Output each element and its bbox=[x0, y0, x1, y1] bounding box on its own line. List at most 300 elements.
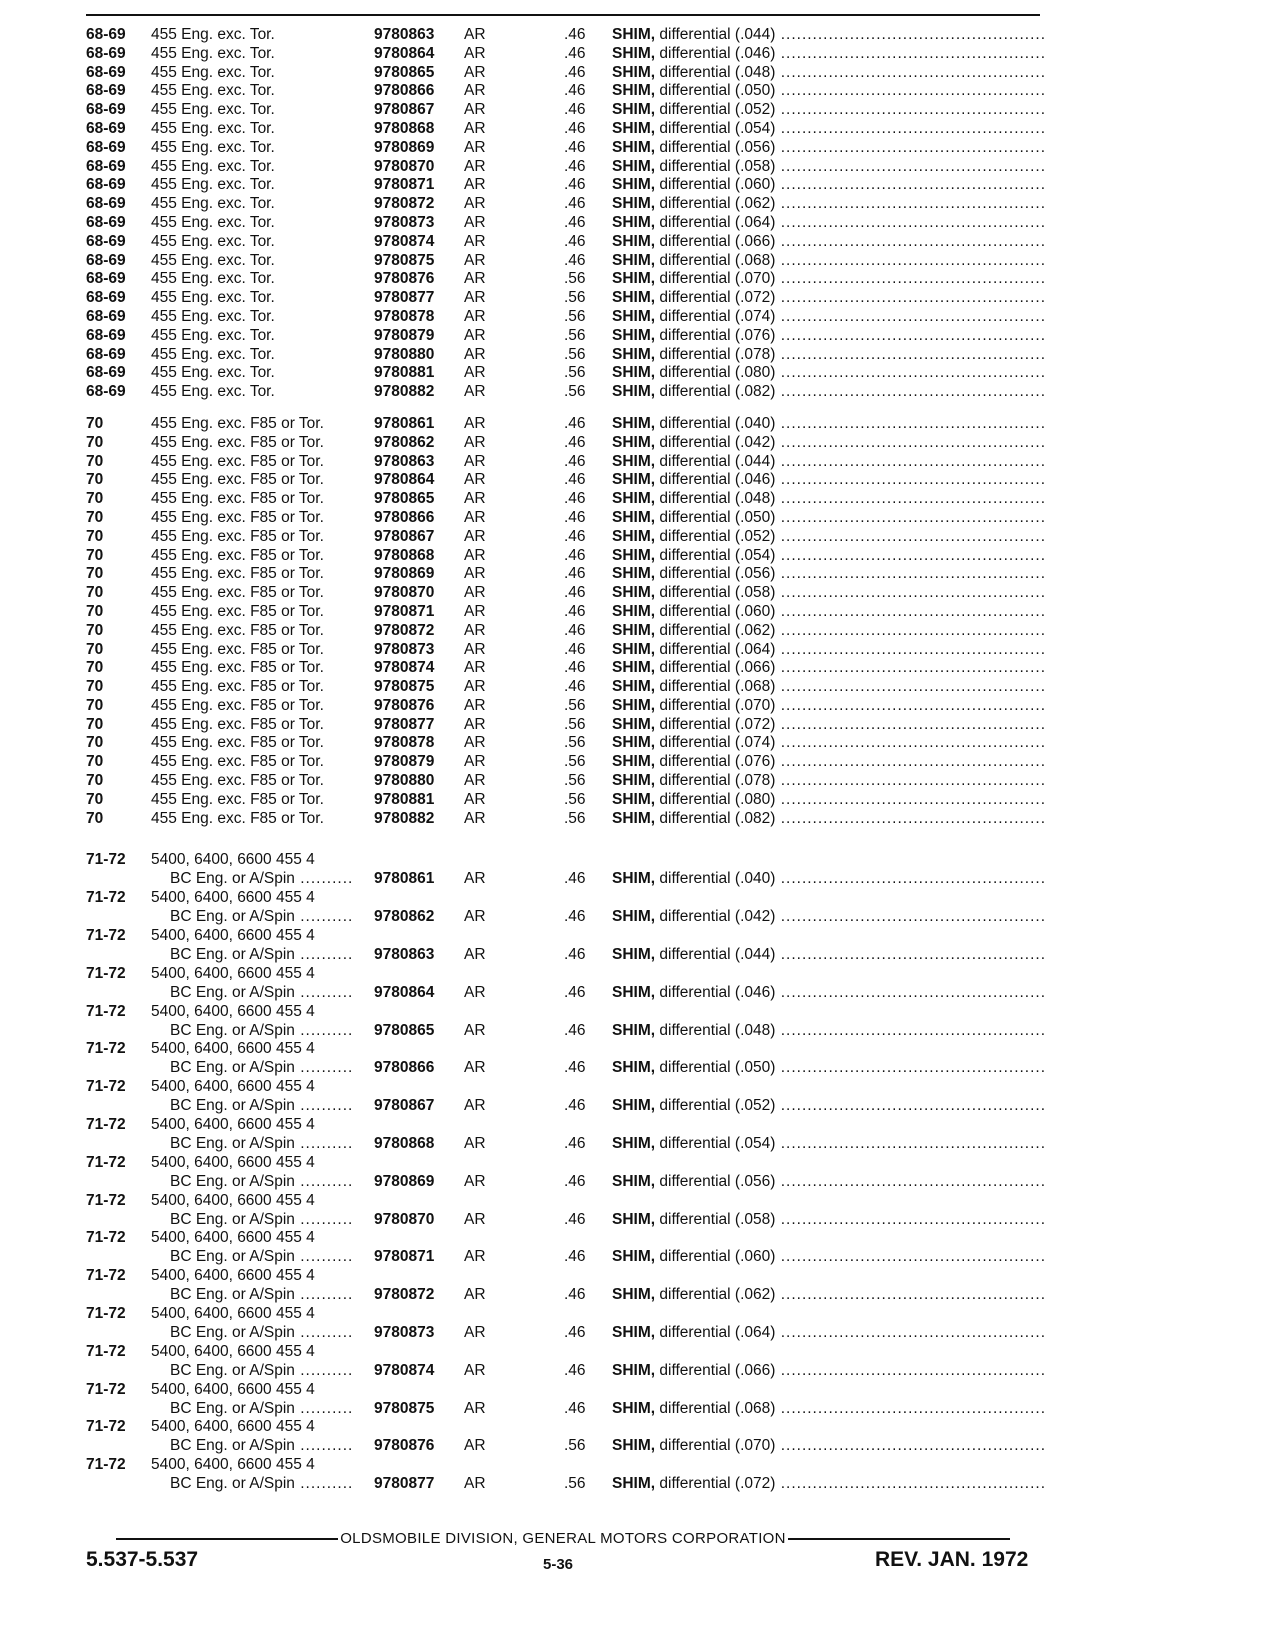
model-year: 68-69 bbox=[86, 176, 126, 194]
model-year: 70 bbox=[86, 471, 104, 489]
quantity: AR bbox=[464, 232, 486, 250]
part-description bbox=[612, 1022, 1046, 1041]
parts-list bbox=[86, 26, 1046, 1494]
part-name: SHIM, bbox=[612, 1361, 656, 1379]
part-number: 9780869 bbox=[374, 1172, 435, 1190]
part-name: SHIM, bbox=[612, 715, 656, 733]
part-description bbox=[612, 101, 1046, 120]
part-row bbox=[86, 453, 1046, 472]
part-description bbox=[612, 64, 1046, 83]
part-description bbox=[612, 82, 1046, 101]
part-description bbox=[612, 233, 1046, 252]
model-year: 70 bbox=[86, 772, 104, 790]
part-row bbox=[86, 603, 1046, 622]
quantity: AR bbox=[464, 471, 486, 489]
part-number: 9780863 bbox=[374, 26, 435, 43]
part-row bbox=[86, 195, 1046, 214]
model-application: 455 Eng. exc. Tor. bbox=[151, 232, 275, 250]
part-detail: differential (.040) ..... bbox=[659, 870, 1046, 887]
part-number: 9780877 bbox=[374, 715, 435, 733]
quantity: AR bbox=[464, 678, 486, 696]
part-row bbox=[86, 791, 1046, 810]
part-description bbox=[612, 697, 1046, 716]
part-number: 9780880 bbox=[374, 772, 435, 790]
model-year: 71-72 bbox=[86, 1418, 126, 1436]
model-application: 455 Eng. exc. F85 or Tor. bbox=[151, 584, 324, 602]
part-detail: differential (.078) ..... bbox=[659, 346, 1046, 363]
part-description bbox=[612, 870, 1046, 889]
price: .46 bbox=[564, 1286, 586, 1304]
quantity: AR bbox=[464, 546, 486, 564]
part-detail: differential (.064) ..... bbox=[659, 641, 1046, 658]
price: .56 bbox=[564, 345, 586, 363]
part-row bbox=[86, 1456, 1046, 1494]
part-name: SHIM, bbox=[612, 44, 656, 62]
part-name: SHIM, bbox=[612, 908, 656, 926]
quantity: AR bbox=[464, 490, 486, 508]
model-application: 5400, 6400, 6600 455 4 bbox=[151, 1116, 315, 1134]
model-application: 5400, 6400, 6600 455 4 bbox=[151, 927, 315, 945]
model-year: 71-72 bbox=[86, 1267, 126, 1285]
quantity: AR bbox=[464, 176, 486, 194]
part-detail: differential (.058) ..... bbox=[659, 158, 1046, 175]
part-detail: differential (.062) ..... bbox=[659, 622, 1046, 639]
part-row bbox=[86, 308, 1046, 327]
model-application: 455 Eng. exc. Tor. bbox=[151, 119, 275, 137]
part-name: SHIM, bbox=[612, 809, 656, 827]
model-year: 71-72 bbox=[86, 1040, 126, 1058]
part-name: SHIM, bbox=[612, 1248, 656, 1266]
price: .46 bbox=[564, 870, 586, 888]
part-description bbox=[612, 26, 1046, 45]
part-row bbox=[86, 697, 1046, 716]
part-number: 9780879 bbox=[374, 326, 435, 344]
part-number: 9780881 bbox=[374, 790, 435, 808]
part-number: 9780866 bbox=[374, 1059, 435, 1077]
model-year: 70 bbox=[86, 527, 104, 545]
part-row bbox=[86, 289, 1046, 308]
part-detail: differential (.046) ..... bbox=[659, 45, 1046, 62]
model-application: 455 Eng. exc. F85 or Tor. bbox=[151, 678, 324, 696]
price: .46 bbox=[564, 1021, 586, 1039]
model-application: 5400, 6400, 6600 455 4 bbox=[151, 1418, 315, 1436]
model-application: 5400, 6400, 6600 455 4 bbox=[151, 1191, 315, 1209]
part-detail: differential (.058) ..... bbox=[659, 1211, 1046, 1228]
model-year: 68-69 bbox=[86, 82, 126, 100]
part-row bbox=[86, 1040, 1046, 1078]
quantity: AR bbox=[464, 82, 486, 100]
model-application: 5400, 6400, 6600 455 4 bbox=[151, 1267, 315, 1285]
part-name: SHIM, bbox=[612, 364, 656, 382]
part-number: 9780872 bbox=[374, 621, 435, 639]
price: .46 bbox=[564, 195, 586, 213]
part-description bbox=[612, 1437, 1046, 1456]
part-description bbox=[612, 1362, 1046, 1381]
model-year: 68-69 bbox=[86, 364, 126, 382]
part-detail: differential (.042) ..... bbox=[659, 434, 1046, 451]
part-detail: differential (.070) ..... bbox=[659, 1437, 1046, 1454]
part-number: 9780874 bbox=[374, 659, 435, 677]
model-year: 68-69 bbox=[86, 345, 126, 363]
part-detail: differential (.080) ..... bbox=[659, 791, 1046, 808]
model-year: 68-69 bbox=[86, 44, 126, 62]
price: .46 bbox=[564, 471, 586, 489]
part-number: 9780867 bbox=[374, 101, 435, 119]
part-detail: differential (.056) ..... bbox=[659, 565, 1046, 582]
quantity: AR bbox=[464, 584, 486, 602]
model-year: 70 bbox=[86, 659, 104, 677]
quantity: AR bbox=[464, 1361, 486, 1379]
model-application: 5400, 6400, 6600 455 4 bbox=[151, 889, 315, 907]
part-name: SHIM, bbox=[612, 270, 656, 288]
part-row bbox=[86, 1116, 1046, 1154]
part-name: SHIM, bbox=[612, 176, 656, 194]
model-application-continued: BC Eng. or A/Spin ..... bbox=[170, 1324, 353, 1343]
model-year: 71-72 bbox=[86, 1342, 126, 1360]
part-number: 9780868 bbox=[374, 119, 435, 137]
part-row bbox=[86, 1078, 1046, 1116]
price: .46 bbox=[564, 1323, 586, 1341]
part-description bbox=[612, 528, 1046, 547]
part-description bbox=[612, 772, 1046, 791]
model-year: 70 bbox=[86, 640, 104, 658]
part-row bbox=[86, 270, 1046, 289]
part-row bbox=[86, 565, 1046, 584]
part-number: 9780866 bbox=[374, 508, 435, 526]
model-application: 455 Eng. exc. Tor. bbox=[151, 26, 275, 43]
price: .46 bbox=[564, 119, 586, 137]
price: .46 bbox=[564, 678, 586, 696]
part-name: SHIM, bbox=[612, 326, 656, 344]
model-application: 455 Eng. exc. Tor. bbox=[151, 289, 275, 307]
footer-rule-left bbox=[116, 1538, 338, 1540]
part-row bbox=[86, 734, 1046, 753]
part-row bbox=[86, 383, 1046, 402]
part-number: 9780868 bbox=[374, 546, 435, 564]
model-application: 455 Eng. exc. F85 or Tor. bbox=[151, 790, 324, 808]
price: .46 bbox=[564, 138, 586, 156]
part-number: 9780867 bbox=[374, 527, 435, 545]
part-name: SHIM, bbox=[612, 471, 656, 489]
part-name: SHIM, bbox=[612, 1399, 656, 1417]
model-year: 70 bbox=[86, 433, 104, 451]
part-row bbox=[86, 622, 1046, 641]
price: .56 bbox=[564, 715, 586, 733]
part-name: SHIM, bbox=[612, 82, 656, 100]
group-spacer bbox=[86, 402, 1046, 415]
part-detail: differential (.074) ..... bbox=[659, 734, 1046, 751]
part-number: 9780875 bbox=[374, 251, 435, 269]
price: .46 bbox=[564, 945, 586, 963]
quantity: AR bbox=[464, 527, 486, 545]
model-application: 455 Eng. exc. F85 or Tor. bbox=[151, 565, 324, 583]
price: .46 bbox=[564, 1210, 586, 1228]
part-number: 9780877 bbox=[374, 289, 435, 307]
part-row bbox=[86, 101, 1046, 120]
part-name: SHIM, bbox=[612, 602, 656, 620]
model-year: 70 bbox=[86, 734, 104, 752]
part-number: 9780862 bbox=[374, 433, 435, 451]
model-year: 68-69 bbox=[86, 195, 126, 213]
part-description bbox=[612, 565, 1046, 584]
part-description bbox=[612, 45, 1046, 64]
quantity: AR bbox=[464, 26, 486, 43]
model-year: 70 bbox=[86, 546, 104, 564]
part-detail: differential (.040) ..... bbox=[659, 415, 1046, 432]
part-detail: differential (.044) ..... bbox=[659, 26, 1046, 43]
quantity: AR bbox=[464, 1248, 486, 1266]
model-year: 68-69 bbox=[86, 213, 126, 231]
model-application: 5400, 6400, 6600 455 4 bbox=[151, 851, 315, 869]
part-row bbox=[86, 434, 1046, 453]
quantity: AR bbox=[464, 289, 486, 307]
part-row bbox=[86, 1229, 1046, 1267]
price: .46 bbox=[564, 452, 586, 470]
part-description bbox=[612, 1211, 1046, 1230]
part-detail: differential (.050) ..... bbox=[659, 1059, 1046, 1076]
part-detail: differential (.060) ..... bbox=[659, 176, 1046, 193]
part-row bbox=[86, 176, 1046, 195]
price: .46 bbox=[564, 1399, 586, 1417]
quantity: AR bbox=[464, 119, 486, 137]
part-number: 9780861 bbox=[374, 870, 435, 888]
model-application: 455 Eng. exc. Tor. bbox=[151, 157, 275, 175]
model-application: 455 Eng. exc. F85 or Tor. bbox=[151, 696, 324, 714]
part-name: SHIM, bbox=[612, 1437, 656, 1455]
part-name: SHIM, bbox=[612, 983, 656, 1001]
price: .56 bbox=[564, 1437, 586, 1455]
quantity: AR bbox=[464, 1097, 486, 1115]
part-name: SHIM, bbox=[612, 1475, 656, 1493]
part-description bbox=[612, 471, 1046, 490]
part-detail: differential (.074) ..... bbox=[659, 308, 1046, 325]
model-application: 5400, 6400, 6600 455 4 bbox=[151, 1002, 315, 1020]
part-description bbox=[612, 547, 1046, 566]
price: .46 bbox=[564, 232, 586, 250]
model-application: 455 Eng. exc. Tor. bbox=[151, 176, 275, 194]
model-year: 68-69 bbox=[86, 119, 126, 137]
price: .46 bbox=[564, 176, 586, 194]
part-row bbox=[86, 120, 1046, 139]
quantity: AR bbox=[464, 326, 486, 344]
part-detail: differential (.044) ..... bbox=[659, 946, 1046, 963]
model-application: 455 Eng. exc. F85 or Tor. bbox=[151, 546, 324, 564]
price: .46 bbox=[564, 1134, 586, 1152]
model-year: 71-72 bbox=[86, 1456, 126, 1474]
quantity: AR bbox=[464, 138, 486, 156]
part-name: SHIM, bbox=[612, 157, 656, 175]
model-application: 5400, 6400, 6600 455 4 bbox=[151, 1153, 315, 1171]
part-row bbox=[86, 528, 1046, 547]
model-application: 455 Eng. exc. Tor. bbox=[151, 251, 275, 269]
price: .56 bbox=[564, 270, 586, 288]
part-number: 9780870 bbox=[374, 584, 435, 602]
part-number: 9780869 bbox=[374, 565, 435, 583]
part-row bbox=[86, 965, 1046, 1003]
part-description bbox=[612, 659, 1046, 678]
part-name: SHIM, bbox=[612, 734, 656, 752]
part-name: SHIM, bbox=[612, 26, 656, 43]
part-row bbox=[86, 659, 1046, 678]
part-description bbox=[612, 946, 1046, 965]
model-year: 68-69 bbox=[86, 383, 126, 401]
quantity: AR bbox=[464, 1210, 486, 1228]
part-name: SHIM, bbox=[612, 546, 656, 564]
part-name: SHIM, bbox=[612, 414, 656, 432]
model-year: 70 bbox=[86, 753, 104, 771]
quantity: AR bbox=[464, 1323, 486, 1341]
model-year: 70 bbox=[86, 602, 104, 620]
price: .46 bbox=[564, 26, 586, 43]
part-detail: differential (.068) ..... bbox=[659, 1400, 1046, 1417]
part-description bbox=[612, 716, 1046, 735]
price: .46 bbox=[564, 251, 586, 269]
part-detail: differential (.042) ..... bbox=[659, 908, 1046, 925]
quantity: AR bbox=[464, 602, 486, 620]
model-application-continued: BC Eng. or A/Spin ..... bbox=[170, 984, 353, 1003]
part-description bbox=[612, 270, 1046, 289]
model-application: 455 Eng. exc. F85 or Tor. bbox=[151, 602, 324, 620]
quantity: AR bbox=[464, 983, 486, 1001]
model-year: 71-72 bbox=[86, 1191, 126, 1209]
part-row bbox=[86, 327, 1046, 346]
part-detail: differential (.054) ..... bbox=[659, 120, 1046, 137]
model-application-continued: BC Eng. or A/Spin ..... bbox=[170, 1437, 353, 1456]
model-application-continued: BC Eng. or A/Spin ..... bbox=[170, 1286, 353, 1305]
part-detail: differential (.080) ..... bbox=[659, 364, 1046, 381]
part-detail: differential (.066) ..... bbox=[659, 233, 1046, 250]
quantity: AR bbox=[464, 1399, 486, 1417]
model-application: 455 Eng. exc. F85 or Tor. bbox=[151, 809, 324, 827]
model-application: 455 Eng. exc. F85 or Tor. bbox=[151, 772, 324, 790]
part-description bbox=[612, 1400, 1046, 1419]
model-year: 68-69 bbox=[86, 26, 126, 43]
model-year: 71-72 bbox=[86, 851, 126, 869]
quantity: AR bbox=[464, 621, 486, 639]
price: .56 bbox=[564, 364, 586, 382]
price: .46 bbox=[564, 490, 586, 508]
model-application-continued: BC Eng. or A/Spin ..... bbox=[170, 1400, 353, 1419]
quantity: AR bbox=[464, 345, 486, 363]
model-application: 5400, 6400, 6600 455 4 bbox=[151, 1078, 315, 1096]
part-name: SHIM, bbox=[612, 232, 656, 250]
quantity: AR bbox=[464, 195, 486, 213]
part-row bbox=[86, 753, 1046, 772]
part-row bbox=[86, 1154, 1046, 1192]
part-number: 9780866 bbox=[374, 82, 435, 100]
part-detail: differential (.054) ..... bbox=[659, 547, 1046, 564]
part-number: 9780877 bbox=[374, 1475, 435, 1493]
part-number: 9780863 bbox=[374, 452, 435, 470]
model-year: 68-69 bbox=[86, 63, 126, 81]
model-application: 455 Eng. exc. F85 or Tor. bbox=[151, 433, 324, 451]
model-year: 70 bbox=[86, 790, 104, 808]
part-detail: differential (.070) ..... bbox=[659, 697, 1046, 714]
model-year: 70 bbox=[86, 508, 104, 526]
model-application: 5400, 6400, 6600 455 4 bbox=[151, 1342, 315, 1360]
part-row bbox=[86, 851, 1046, 889]
part-detail: differential (.072) ..... bbox=[659, 1475, 1046, 1492]
quantity: AR bbox=[464, 101, 486, 119]
model-application: 455 Eng. exc. Tor. bbox=[151, 364, 275, 382]
quantity: AR bbox=[464, 870, 486, 888]
part-detail: differential (.064) ..... bbox=[659, 1324, 1046, 1341]
part-number: 9780861 bbox=[374, 414, 435, 432]
model-year: 70 bbox=[86, 565, 104, 583]
quantity: AR bbox=[464, 1475, 486, 1493]
part-name: SHIM, bbox=[612, 1286, 656, 1304]
part-detail: differential (.072) ..... bbox=[659, 716, 1046, 733]
part-detail: differential (.046) ..... bbox=[659, 984, 1046, 1001]
part-detail: differential (.064) ..... bbox=[659, 214, 1046, 231]
part-number: 9780875 bbox=[374, 678, 435, 696]
price: .46 bbox=[564, 63, 586, 81]
part-description bbox=[612, 139, 1046, 158]
part-name: SHIM, bbox=[612, 289, 656, 307]
part-detail: differential (.078) ..... bbox=[659, 772, 1046, 789]
part-description bbox=[612, 791, 1046, 810]
part-name: SHIM, bbox=[612, 383, 656, 401]
part-name: SHIM, bbox=[612, 870, 656, 888]
quantity: AR bbox=[464, 433, 486, 451]
model-year: 71-72 bbox=[86, 1305, 126, 1323]
part-row bbox=[86, 1381, 1046, 1419]
part-row bbox=[86, 547, 1046, 566]
model-year: 68-69 bbox=[86, 326, 126, 344]
quantity: AR bbox=[464, 157, 486, 175]
part-description bbox=[612, 120, 1046, 139]
quantity: AR bbox=[464, 1286, 486, 1304]
part-number: 9780870 bbox=[374, 157, 435, 175]
part-row bbox=[86, 810, 1046, 829]
model-application: 455 Eng. exc. F85 or Tor. bbox=[151, 640, 324, 658]
price: .56 bbox=[564, 809, 586, 827]
model-application-continued: BC Eng. or A/Spin ..... bbox=[170, 1059, 353, 1078]
part-row bbox=[86, 158, 1046, 177]
part-detail: differential (.060) ..... bbox=[659, 1248, 1046, 1265]
quantity: AR bbox=[464, 753, 486, 771]
part-number: 9780864 bbox=[374, 44, 435, 62]
model-year: 71-72 bbox=[86, 1002, 126, 1020]
part-description bbox=[612, 490, 1046, 509]
part-name: SHIM, bbox=[612, 1059, 656, 1077]
part-name: SHIM, bbox=[612, 640, 656, 658]
quantity: AR bbox=[464, 364, 486, 382]
part-description bbox=[612, 753, 1046, 772]
model-application: 455 Eng. exc. Tor. bbox=[151, 101, 275, 119]
part-number: 9780871 bbox=[374, 176, 435, 194]
part-detail: differential (.052) ..... bbox=[659, 528, 1046, 545]
model-application-continued: BC Eng. or A/Spin ..... bbox=[170, 1097, 353, 1116]
quantity: AR bbox=[464, 696, 486, 714]
quantity: AR bbox=[464, 251, 486, 269]
model-application: 455 Eng. exc. F85 or Tor. bbox=[151, 753, 324, 771]
model-year: 71-72 bbox=[86, 1229, 126, 1247]
part-number: 9780882 bbox=[374, 383, 435, 401]
price: .46 bbox=[564, 1248, 586, 1266]
part-number: 9780867 bbox=[374, 1097, 435, 1115]
part-name: SHIM, bbox=[612, 508, 656, 526]
part-number: 9780870 bbox=[374, 1210, 435, 1228]
model-year: 71-72 bbox=[86, 927, 126, 945]
model-year: 71-72 bbox=[86, 1380, 126, 1398]
price: .46 bbox=[564, 1361, 586, 1379]
part-row bbox=[86, 415, 1046, 434]
part-number: 9780873 bbox=[374, 213, 435, 231]
part-description bbox=[612, 195, 1046, 214]
part-description bbox=[612, 984, 1046, 1003]
part-description bbox=[612, 1059, 1046, 1078]
